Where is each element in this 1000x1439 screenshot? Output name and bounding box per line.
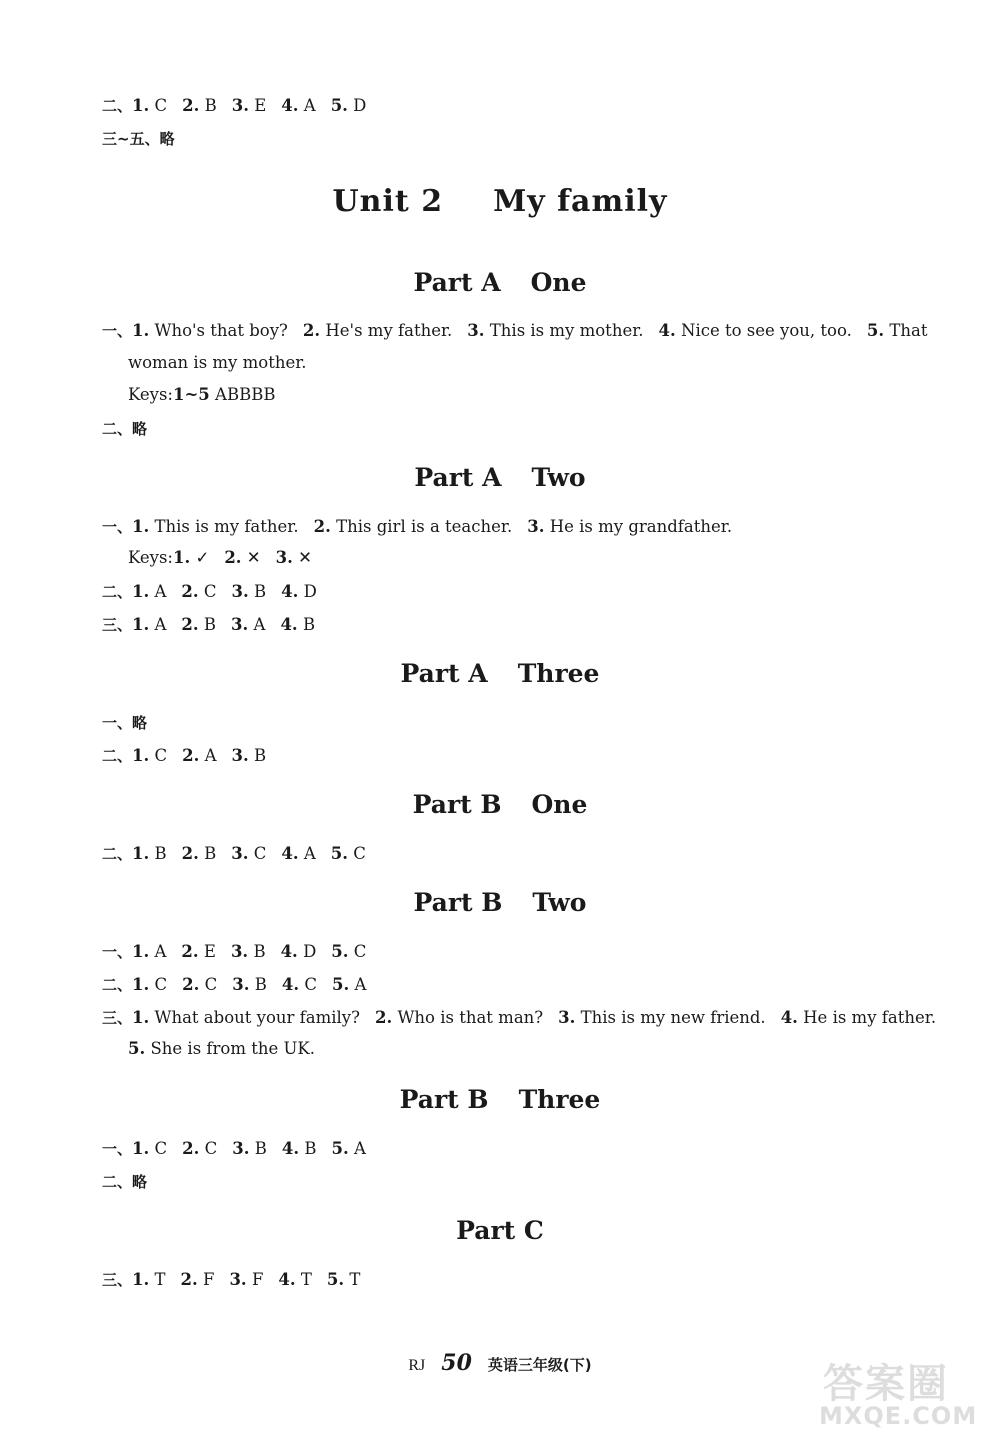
answer-line: 一、1. This is my father. 2. This girl is a teacher. 3. He is my grandfather.: [102, 517, 733, 536]
answer-line: 二、略: [102, 1173, 148, 1191]
section-heading: Part B One: [412, 790, 588, 819]
check-mark: ✓: [195, 548, 210, 567]
answer-line: 一、略: [102, 714, 148, 732]
cross-mark: ✕: [246, 548, 261, 567]
answer-line: 三、1. T 2. F 3. F 4. T 5. T: [102, 1270, 361, 1289]
answer-line: 5. She is from the UK.: [128, 1039, 315, 1058]
unit-title: Unit 2 My family: [332, 184, 668, 219]
subject-label: 英语三年级(下): [487, 1356, 592, 1374]
answer-line: 一、1. C 2. C 3. B 4. B 5. A: [102, 1139, 366, 1158]
section-heading: Part A Two: [414, 463, 586, 492]
answer-line: 一、1. A 2. E 3. B 4. D 5. C: [102, 942, 367, 961]
answer-line: 三、1. A 2. B 3. A 4. B: [102, 615, 316, 634]
section-heading: Part A One: [413, 268, 587, 297]
watermark-logo: 答案圈 MXQE.COM: [819, 1361, 978, 1430]
answer-line: 三~五、略: [102, 130, 175, 148]
section-heading: Part B Two: [413, 888, 587, 917]
answer-line: 二、1. B 2. B 3. C 4. A 5. C: [102, 844, 366, 863]
cross-mark: ✕: [298, 548, 312, 567]
keys-line: Keys:1. ✓ 2. ✕ 3. ✕: [128, 548, 312, 567]
section-heading: Part A Three: [400, 659, 600, 688]
answer-line: 二、1. C 2. A 3. B: [102, 746, 267, 765]
answer-line: 二、略: [102, 420, 148, 438]
section-heading: Part C: [456, 1216, 544, 1245]
answer-line: 二、1. C 2. C 3. B 4. C 5. A: [102, 975, 367, 994]
answer-line: 一、1. Who's that boy? 2. He's my father. 3. This is my mother. 4. Nice to see you, too. 5. That: [102, 321, 928, 340]
keys-line: Keys:1~5 ABBBB: [128, 385, 276, 404]
answer-line: 三、1. What about your family? 2. Who is that man? 3. This is my new friend. 4. He is my father.: [102, 1008, 937, 1027]
page-number: 50: [441, 1350, 472, 1376]
section-heading: Part B Three: [399, 1085, 601, 1114]
answer-line: woman is my mother.: [128, 353, 307, 372]
answer-line: 二、1. A 2. C 3. B 4. D: [102, 582, 317, 601]
edition-code: RJ: [408, 1357, 426, 1374]
answer-line: 二、1. C 2. B 3. E 4. A 5. D: [102, 96, 367, 115]
